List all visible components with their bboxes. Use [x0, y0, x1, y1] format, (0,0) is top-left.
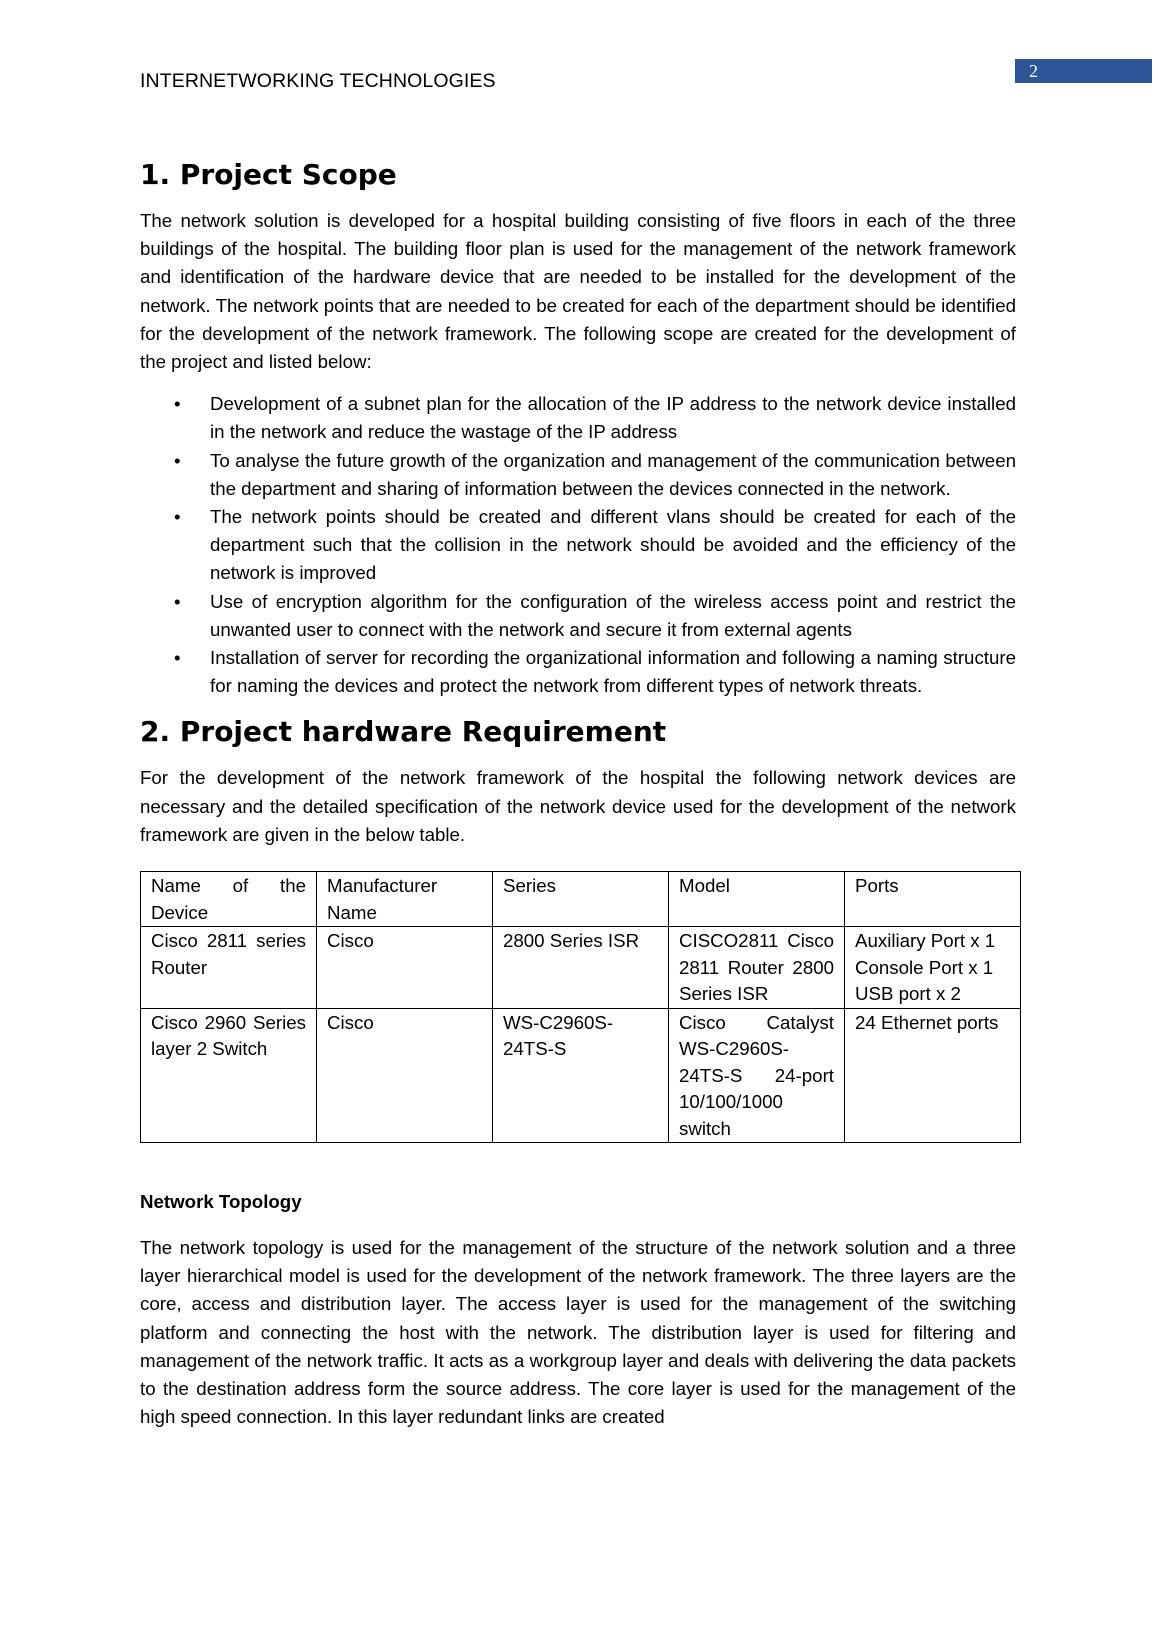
table-header-cell: Name of the Device [141, 872, 317, 927]
network-topology-body: The network topology is used for the management of the structure of the network solution and a three layer hierarchical model is used for the development of the network framework. The three layers are the core, access and distribution layer. The access layer is used for the management of the switching platform and connecting the host with the network. The distribution layer is used for filtering and management of the network traffic. It acts as a workgroup layer and deals with delivering the data packets to the destination address form the source address. The core layer is used for the management of the high speed connection. In this layer redundant links are created [140, 1237, 1016, 1428]
table-header-cell: Ports [845, 872, 1021, 927]
table-cell: Cisco [317, 927, 493, 1009]
list-item [140, 588, 1016, 644]
list-item-text: Installation of server for recording the organizational information and following a naming structure for naming the devices and protect the network from different types of network threats. [210, 647, 1016, 697]
port-line: 24 Ethernet ports [855, 1011, 999, 1033]
bullet-icon: • [174, 647, 181, 669]
list-item [140, 447, 1016, 503]
table-cell: Cisco [317, 1008, 493, 1143]
list-item [140, 503, 1016, 588]
bullet-icon: • [174, 506, 181, 528]
table-header-cell: Series [493, 872, 669, 927]
table-cell [845, 927, 1021, 1009]
scope-bullet-list [140, 390, 1016, 700]
device-spec-table [140, 871, 1021, 1143]
table-cell [845, 1008, 1021, 1143]
project-scope-intro: The network solution is developed for a hospital building consisting of five floors in each of the three buildings of the hospital. The building floor plan is used for the management of the network framework and identification of the hardware device that are needed to be installed for the development of the network. The network points that are needed to be created for each of the department should be identified for the development of the network framework. The following scope are created for the development of the project and listed below: [140, 210, 1016, 373]
table-header-row [141, 872, 1021, 927]
port-line: Auxiliary Port x 1 [855, 930, 996, 952]
table-header-cell: Model [669, 872, 845, 927]
bullet-icon: • [174, 590, 181, 612]
running-header: INTERNETWORKING TECHNOLOGIES [140, 70, 496, 92]
bullet-icon: • [174, 393, 181, 415]
section-heading-hardware-requirement: 2. Project hardware Requirement [140, 715, 667, 749]
table-cell: WS-C2960S-24TS-S [493, 1008, 669, 1143]
table-header-cell: Manufacturer Name [317, 872, 493, 927]
table-cell: Cisco 2960 Series layer 2 Switch [141, 1008, 317, 1143]
page-number-badge: 2 [1015, 59, 1152, 83]
document-body [140, 157, 1016, 1431]
list-item-text: The network points should be created and different vlans should be created for each of the department such that the collision in the network should be avoided and the efficiency of the network is improved [210, 506, 1016, 584]
list-item [140, 390, 1016, 446]
list-item-text: To analyse the future growth of the organization and management of the communication between the department and sharing of information between the devices connected in the network. [210, 449, 1016, 499]
hardware-requirement-intro: For the development of the network framework of the hospital the following network devices are necessary and the detailed specification of the network device used for the development of the network framework are given in the below table. [140, 767, 1016, 845]
subheading-network-topology: Network Topology [140, 1191, 302, 1213]
list-item [140, 644, 1016, 700]
table-row [141, 1008, 1021, 1143]
list-item-text: Development of a subnet plan for the allocation of the IP address to the network device installed in the network and reduce the wastage of the IP address [210, 393, 1016, 443]
port-line: USB port x 2 [855, 983, 961, 1005]
table-cell: Cisco Catalyst WS-C2960S-24TS-S 24-port 10/100/1000 switch [669, 1008, 845, 1143]
table-row [141, 927, 1021, 1009]
section-heading-project-scope: 1. Project Scope [140, 158, 397, 191]
table-cell: Cisco 2811 series Router [141, 927, 317, 1009]
table-cell: CISCO2811 Cisco 2811 Router 2800 Series ISR [669, 927, 845, 1009]
list-item-text: Use of encryption algorithm for the configuration of the wireless access point and restrict the unwanted user to connect with the network and secure it from external agents [210, 590, 1016, 640]
bullet-icon: • [174, 449, 181, 471]
table-cell: 2800 Series ISR [493, 927, 669, 1009]
port-line: Console Port x 1 [855, 956, 994, 978]
